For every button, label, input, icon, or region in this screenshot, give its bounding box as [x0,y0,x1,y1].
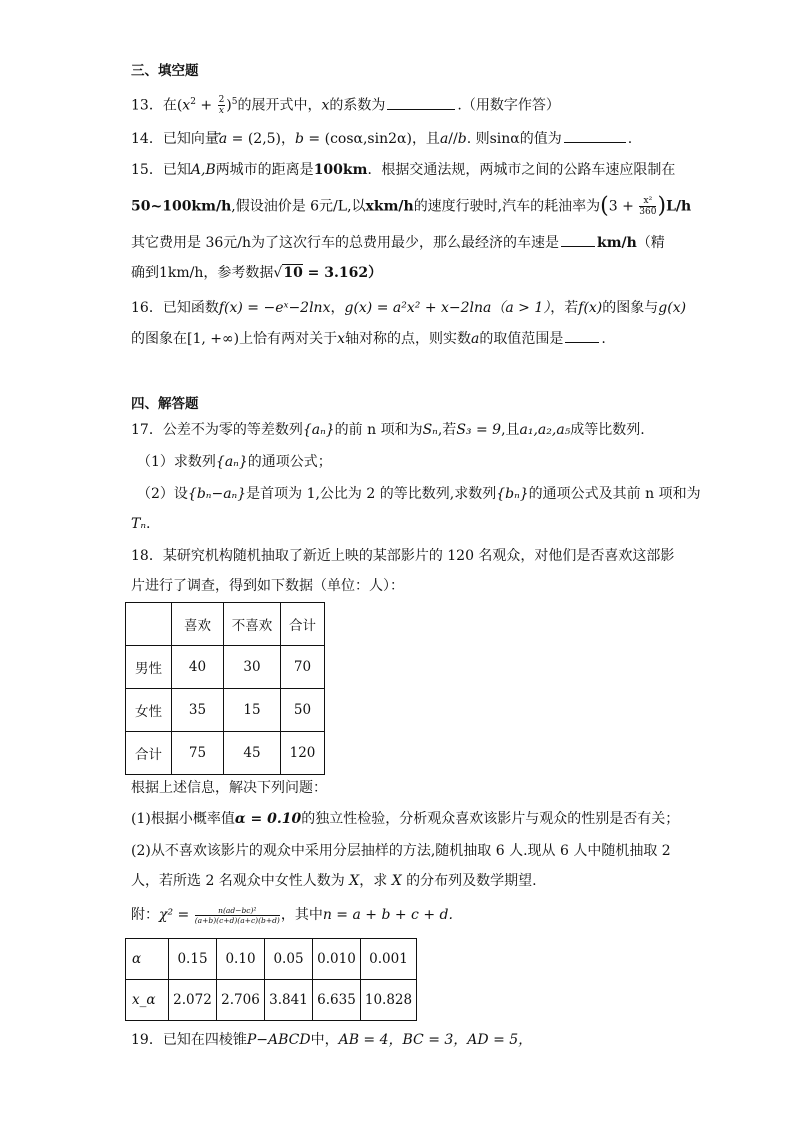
question-16-line-2: 的图象在[1, +∞)上恰有两对关于x轴对称的点，则实数a的取值范围是 . [131,328,606,349]
question-15-line-4: 确到1km/h，参考数据√10 = 3.162） [131,265,383,281]
question-18-part-2-line-1: (2)从不喜欢该影片的观众中采用分层抽样的方法,随机抽取 6 人.现从 6 人中随机抽取 2 [131,843,671,859]
critical-value-table [125,938,417,1021]
table-cell: 30 [224,646,281,689]
table-cell: 0.010 [313,939,361,980]
table-cell: 0.001 [361,939,417,980]
table-cell: 70 [281,646,325,689]
question-16-line-1: 16．已知函数f(x) = −eˣ−2lnx，g(x) = a²x² + x−2lna（a > 1），若f(x)的图象与g(x) [131,300,687,316]
answer-blank[interactable] [564,128,626,143]
table-cell: 0.10 [217,939,265,980]
question-15-line-1: 15．已知A,B两城市的距离是100km．根据交通法规，两城市之间的公路车速应限制在 [131,162,676,178]
table-cell: 男性 [126,646,172,689]
table-cell: 喜欢 [172,603,224,646]
table-cell: 75 [172,732,224,775]
table-row [126,732,325,775]
table-row [126,646,325,689]
table-cell: 40 [172,646,224,689]
table-cell: 合计 [281,603,325,646]
question-19: 19．已知在四棱锥P−ABCD中，AB = 4，BC = 3，AD = 5， [131,1032,533,1048]
table-cell: 50 [281,689,325,732]
answer-blank[interactable] [565,328,599,343]
question-17-line-1: 17．公差不为零的等差数列{aₙ}的前 n 项和为Sₙ,若S₃ = 9,且a₁,a₂,a₅成等比数列. [131,422,645,438]
table-cell: 45 [224,732,281,775]
question-18-part-1: (1)根据小概率值α = 0.10的独立性检验，分析观众喜欢该影片与观众的性别是否有关； [131,811,680,827]
question-18-line-1: 18．某研究机构随机抽取了新近上映的某部影片的 120 名观众，对他们是否喜欢这部影 [131,548,675,564]
question-18-part-2-line-2: 人，若所选 2 名观众中女性人数为 X，求 X 的分布列及数学期望. [131,873,537,889]
table-cell: x_α [126,980,169,1021]
table-cell: α [126,939,169,980]
table-cell: 10.828 [361,980,417,1021]
chi-square-formula: 附：χ² = $\frac{\text{n(ad−bc)²}}{(a+b)(c+d)(a+c)(b+d)}$ ，其中n = a + b + c + d. [131,905,453,925]
question-15-line-3: 其它费用是 36元/h为了这次行车的总费用最少，那么最经济的车速是 km/h（精 [131,232,665,253]
table-row [126,980,417,1021]
question-14: 14．已知向量a = (2,5)，b = (cosα,sin2α)，且a//b. 则sinα的值为 . [131,128,632,149]
table-cell: 0.05 [265,939,313,980]
question-13: 13．在($x^2$ + $\frac{2}{x}$ )$^5$的展开式中，x的系数为 .（用数字作答） [131,95,560,117]
question-17-part-1: （1）求数列{aₙ}的通项公式； [137,454,332,470]
table-cell: 2.072 [169,980,217,1021]
table-cell: 不喜欢 [224,603,281,646]
survey-table [125,602,325,775]
question-17-part-2: （2）设{bₙ−aₙ}是首项为 1,公比为 2 的等比数列,求数列{bₙ}的通项公式及其前 n 项和为 [137,486,701,502]
table-cell: 3.841 [265,980,313,1021]
table-row [126,689,325,732]
question-15-line-2: 50~100km/h,假设油价是 6元/L,以xkm/h的速度行驶时,汽车的耗油率为(3 + $\frac{\text{x²}}{360}$ )L/h [131,193,692,219]
table-cell: 女性 [126,689,172,732]
question-18-line-3: 根据上述信息，解决下列问题： [131,780,327,796]
table-cell: 15 [224,689,281,732]
table-header-row [126,603,325,646]
table-cell [126,603,172,646]
table-cell: 35 [172,689,224,732]
section-4-heading: 四、解答题 [131,396,199,412]
table-cell: 6.635 [313,980,361,1021]
table-cell: 合计 [126,732,172,775]
table-row [126,939,417,980]
section-3-heading: 三、填空题 [131,63,199,79]
question-18-line-2: 片进行了调查，得到如下数据（单位：人）： [131,578,404,594]
table-cell: 0.15 [169,939,217,980]
question-17-line-4: Tₙ. [131,516,151,532]
table-cell: 120 [281,732,325,775]
answer-blank[interactable] [387,95,455,110]
answer-blank[interactable] [561,232,595,247]
table-cell: 2.706 [217,980,265,1021]
